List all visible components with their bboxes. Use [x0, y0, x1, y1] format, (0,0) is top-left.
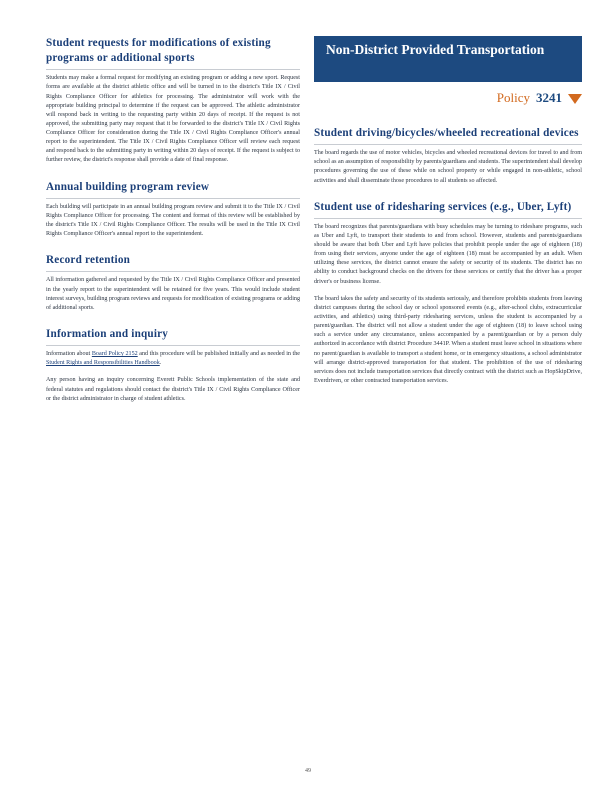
policy-label: Policy [496, 90, 530, 105]
policy-number-row [314, 90, 582, 108]
policy-banner: Non-District Provided Transportation [314, 36, 582, 82]
left-column [46, 36, 300, 418]
section-title: Record retention [46, 253, 300, 272]
text: Information about [46, 351, 92, 358]
paragraph: Each building will participate in an annual building program review and submit it to the Title IX / Civil Rights Compliance Officer for processing. The content and format of this review will be established by the district's Title IX / Civil Rights Compliance Officer. The results will be used in the Title IX Civil Rights Compliance Officer's annual report to the superintendent. [46, 203, 300, 238]
text: and this procedure will be published initially and as needed in the [137, 351, 300, 358]
board-policy-link[interactable]: Board Policy 2152 [91, 351, 138, 358]
page-number: 49 [305, 768, 311, 774]
right-column [314, 36, 582, 400]
section-title: Student use of ridesharing services (e.g., Uber, Lyft) [314, 200, 582, 219]
section-title: Information and inquiry [46, 327, 300, 346]
paragraph: The board regards the use of motor vehicles, bicycles and wheeled recreational devices for travel to and from school as an assumption of responsibility by parents/guardians and students. The superintendent shall develop procedures governing the use of these while on school property or while engaged in non-athletic, school activities and shall disseminate those procedures to all students so affected. [314, 150, 582, 184]
section-student-driving [314, 126, 582, 186]
paragraph: All information gathered and requested by the Title IX / Civil Rights Compliance Officer and presented in the yearly report to the superintendent will be retained for five years. This would include student interest surveys, building program reviews and requests for modification of existing programs or adding of additional sports. [46, 277, 300, 311]
section-annual-review [46, 180, 300, 240]
section-title: Student requests for modifications of existing programs or additional sports [46, 36, 300, 70]
section-record-retention [46, 253, 300, 313]
paragraph: The board takes the safety and security of its students seriously, and therefore prohibits students from leaving district campuses during the school day or school sponsored events (e.g., after-school clubs, extracurricular activities, and athletics) using third-party ridesharing services, unless the student is accompanied by a parent/guardian. The district will not allow a student under the age of eighteen (18) to leave school using such a service under any circumstance, unless accompanied by a parent/guardian or by a person duly authorized in accordance with district Procedure 3441P. When a student must leave school in situations where no parent/guardian is available to transport a student home, or in emergency situations, a school administrator will arrange district-approved transportation for that student. The prohibition of the use of ridesharing services does not include transportation services that directly contract with the district such as HopSkipDrive, Everdriven, or other contracted transportation services. [314, 295, 582, 385]
paragraph: Any person having an inquiry concerning Everett Public Schools implementation of the state and federal statutes and regulations should contact the district's Title IX / Civil Rights Compliance Officer or the district administrator in charge of student athletics. [46, 377, 300, 402]
section-modification-requests [46, 36, 300, 166]
text: . [159, 360, 162, 367]
section-ridesharing [314, 200, 582, 387]
triangle-down-icon [568, 94, 582, 104]
paragraph: Students may make a formal request for modifying an existing program or adding a new sport. Request forms are available at the district athletic office and will be turned in to the district's Title IX / Civil Rights Compliance Officer for athletics for processing. The administrator will work with the appropriate building principal to determine if the request can be approved. The athletic administrator will respond back in writing to the requesting party within 20 days of receipt. If the request is not approved, the submitting party may request that it be forwarded to the district's Title IX / Civil Rights Compliance Officer for consideration during the Title IX / Civil Rights Compliance Officer's annual report to the superintendent. The Title IX / Civil Rights Compliance Officer will review each request and respond back to the submitting party in writing within 20 days of receipt. If the request is subject to further review, the district's response shall provide a date of final response. [46, 75, 300, 164]
section-information-inquiry [46, 327, 300, 404]
policy-number: 3241 [536, 90, 562, 105]
section-title: Annual building program review [46, 180, 300, 199]
handbook-link[interactable]: Student Rights and Responsibilities Handbook [46, 360, 160, 367]
section-title: Student driving/bicycles/wheeled recreational devices [314, 126, 582, 145]
paragraph: The board recognizes that parents/guardians with busy schedules may be turning to rideshare programs, such as Uber and Lyft, to transport their students to and from school. However, students and parents/guardians should be aware that both Uber and Lyft have policies that prohibit people under the age of eighteen (18) from using their services, anyone under the age of eighteen (18) must be accompanied by an adult. When utilizing these services, the district cannot ensure the safety or security of its students. The district has no ability to conduct background checks on the drivers for these services or certify that the driver has a proper driver's or business license. [314, 223, 582, 285]
paragraph [46, 350, 300, 368]
